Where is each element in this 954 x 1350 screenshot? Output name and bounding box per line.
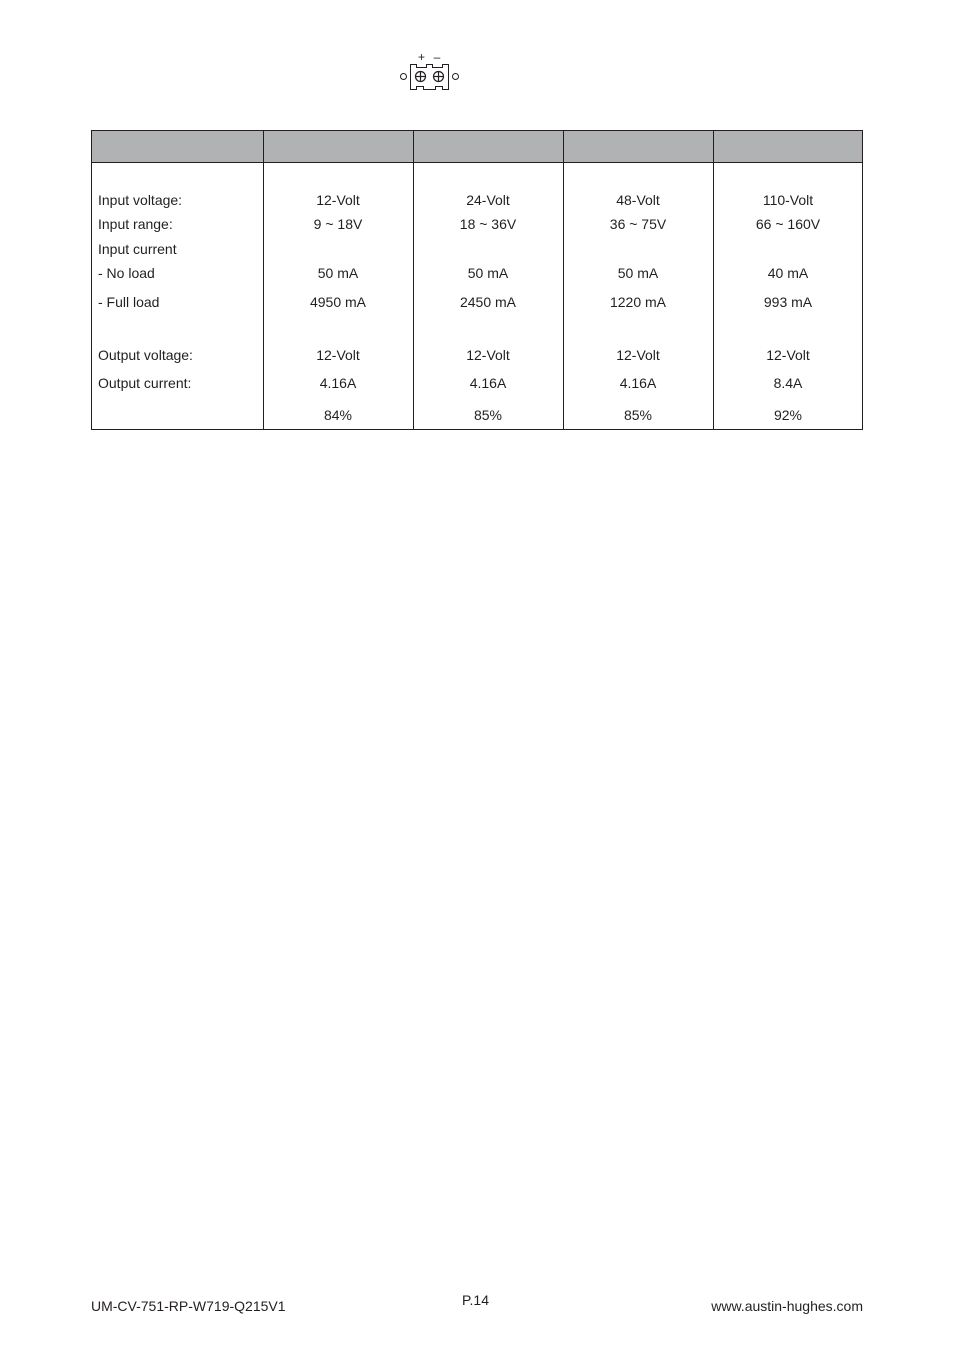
label-input-current: Input current bbox=[98, 241, 177, 257]
col3-efficiency: 85% bbox=[623, 407, 653, 423]
table-header-row bbox=[92, 131, 862, 163]
col2-output-current: 4.16A bbox=[469, 375, 507, 391]
col4-output-current: 8.4A bbox=[773, 375, 803, 391]
terminal-block-icon bbox=[396, 48, 462, 96]
power-spec-table bbox=[91, 130, 863, 430]
col3-input-range: 36 ~ 75V bbox=[609, 216, 667, 232]
col2-output-voltage: 12-Volt bbox=[466, 347, 510, 363]
col1-input-voltage: 12-Volt bbox=[316, 192, 360, 208]
label-output-current: Output current: bbox=[98, 375, 192, 391]
label-input-voltage: Input voltage: bbox=[98, 192, 183, 208]
label-no-load: - No load bbox=[98, 265, 155, 281]
col3-input-voltage: 48-Volt bbox=[616, 192, 660, 208]
col4-input-voltage: 110-Volt bbox=[762, 192, 814, 208]
col3-output-voltage: 12-Volt bbox=[616, 347, 660, 363]
plus-sign: + bbox=[417, 50, 426, 64]
terminal-block-diagram bbox=[396, 48, 462, 96]
col1-output-voltage: 12-Volt bbox=[316, 347, 360, 363]
col4-efficiency: 92% bbox=[773, 407, 803, 423]
col2-efficiency: 85% bbox=[473, 407, 503, 423]
label-output-voltage: Output voltage: bbox=[98, 347, 193, 363]
col1-input-range: 9 ~ 18V bbox=[313, 216, 363, 232]
col3-output-current: 4.16A bbox=[619, 375, 657, 391]
col1-full-load: 4950 mA bbox=[309, 294, 367, 310]
footer-page-number: P.14 bbox=[462, 1292, 489, 1308]
footer-website: www.austin-hughes.com bbox=[711, 1298, 863, 1314]
col4-output-voltage: 12-Volt bbox=[766, 347, 810, 363]
col2-no-load: 50 mA bbox=[467, 265, 509, 281]
col4-no-load: 40 mA bbox=[767, 265, 809, 281]
col2-input-voltage: 24-Volt bbox=[466, 192, 510, 208]
label-input-range: Input range: bbox=[98, 216, 173, 232]
col1-efficiency: 84% bbox=[323, 407, 353, 423]
col2-input-range: 18 ~ 36V bbox=[459, 216, 517, 232]
col3-full-load: 1220 mA bbox=[609, 294, 667, 310]
col2-full-load: 2450 mA bbox=[459, 294, 517, 310]
col4-full-load: 993 mA bbox=[763, 294, 813, 310]
col4-input-range: 66 ~ 160V bbox=[755, 216, 821, 232]
col1-output-current: 4.16A bbox=[319, 375, 357, 391]
minus-sign: – bbox=[433, 50, 441, 64]
label-full-load: - Full load bbox=[98, 294, 160, 310]
col3-no-load: 50 mA bbox=[617, 265, 659, 281]
footer-doc-code: UM-CV-751-RP-W719-Q215V1 bbox=[91, 1298, 286, 1314]
col1-no-load: 50 mA bbox=[317, 265, 359, 281]
